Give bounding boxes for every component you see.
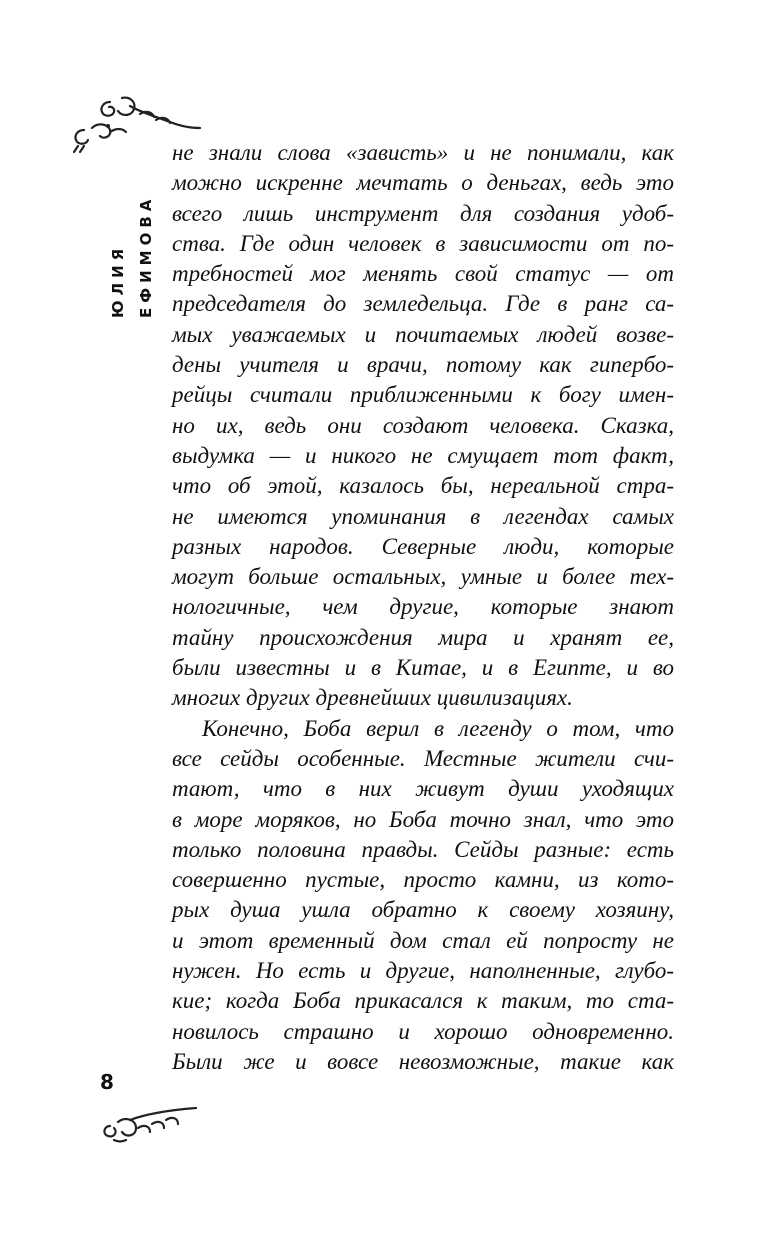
body-text xyxy=(172,138,674,1077)
text-line: кие; когда Боба прикасался к таким, то ста- xyxy=(172,988,674,1014)
text-line: нологичные, чем другие, которые знают xyxy=(172,594,674,620)
text-line: Были же и вовсе невозможные, такие как xyxy=(172,1048,674,1074)
running-head: ЮЛИЯ ЕФИМОВА xyxy=(109,194,155,318)
text-line: ства. Где один человек в зависимости от по- xyxy=(172,230,674,256)
text-line: только половина правды. Сейды разные: есть xyxy=(172,836,674,862)
text-line: Конечно, Боба верил в легенду о том, что xyxy=(202,715,674,741)
text-line: разных народов. Северные люди, которые xyxy=(172,533,674,559)
text-line: но их, ведь они создают человека. Сказка, xyxy=(172,412,674,438)
text-line: многих других древнейших цивилизациях. xyxy=(172,685,573,711)
text-line: не имеются упоминания в легендах самых xyxy=(172,503,674,529)
text-line: совершенно пустые, просто камни, из кото- xyxy=(172,867,674,893)
text-line: и этот временный дом стал ей попросту не xyxy=(172,927,674,953)
text-line: нужен. Но есть и другие, наполненные, глубо- xyxy=(172,958,674,984)
text-line: что об этой, казалось бы, нереальной стра- xyxy=(172,473,674,499)
text-line: не знали слова «зависть» и не понимали, как xyxy=(172,140,674,165)
text-line: дены учителя и врачи, потому как гипербо- xyxy=(172,352,674,378)
text-line: рых душа ушла обратно к своему хозяину, xyxy=(172,897,674,923)
text-line: всего лишь инструмент для создания удоб- xyxy=(172,200,674,226)
text-line: мых уважаемых и почитаемых людей возве- xyxy=(172,321,674,347)
text-line: могут больше остальных, умные и более тех- xyxy=(172,564,674,590)
text-line: в море моряков, но Боба точно знал, что это xyxy=(172,806,674,832)
text-line: тают, что в них живут души уходящих xyxy=(172,776,674,802)
text-line: новилось страшно и хорошо одновременно. xyxy=(172,1018,674,1044)
page-number: 8 xyxy=(100,1070,114,1094)
text-line: председателя до земледельца. Где в ранг са- xyxy=(172,291,674,317)
text-line: были известны и в Китае, и в Египте, и во xyxy=(172,655,674,681)
text-line: рейцы считали приближенными к богу имен- xyxy=(172,382,674,408)
text-line: требностей мог менять свой статус — от xyxy=(172,261,674,287)
text-line: все сейды особенные. Местные жители счи- xyxy=(172,745,674,771)
text-line: можно искренне мечтать о деньгах, ведь это xyxy=(172,170,674,196)
text-line: выдумка — и никого не смущает тот факт, xyxy=(172,442,674,468)
text-line: тайну происхождения мира и хранят ее, xyxy=(172,624,674,650)
ornament-bottom-icon xyxy=(100,1098,200,1146)
